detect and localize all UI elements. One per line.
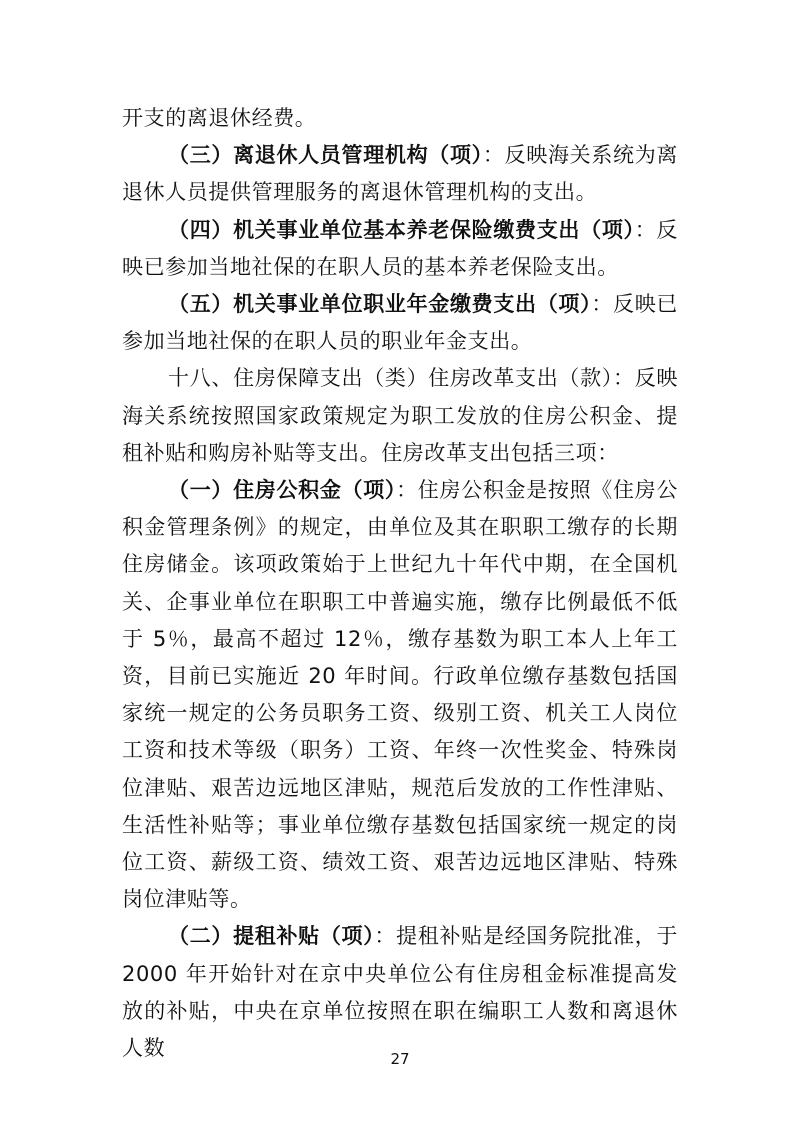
item-heading: （四）机关事业单位基本养老保险缴费支出（项）: [168, 217, 635, 242]
paragraph-basic-pension-insurance: [122, 212, 678, 286]
paragraph-housing-security-expenditure: [122, 360, 678, 472]
item-heading: （一）住房公积金（项）: [168, 478, 397, 503]
paragraph-text: 开支的离退休经费。: [122, 106, 317, 130]
page-number: 27: [390, 1050, 410, 1068]
section-heading: 十八、住房保障支出（类）住房改革支出（款）: [168, 366, 613, 391]
paragraph-text: ：反映海关系统为离退休人员提供管理服务的离退休管理机构的支出。: [122, 143, 679, 205]
body-text: [122, 100, 678, 1067]
paragraph-text: ：反映海关系统按照国家政策规定为职工发放的住房公积金、提租补贴和购房补贴等支出。住房改革支出包括三项：: [122, 366, 678, 465]
paragraph-text: ：反映已参加当地社保的在职人员的职业年金支出。: [122, 292, 679, 354]
paragraph-continuation: [122, 100, 678, 137]
paragraph-text: ：住房公积金是按照《住房公积金管理条例》的规定，由单位及其在职职工缴存的长期住房储金。该项政策始于上世纪九十年代中期，在全国机关、企事业单位在职职工中普遍实施，缴存比例最低不低于 5％，最高不超过 12％，缴存基数为职工本人上年工资，目前已实施近 20 年时间。行政单位缴存基数包括国家统一规定的公务员职务工资、级别工资、机关工人岗位工资和技术等级（职务）工资、年终一次性奖金、特殊岗位津贴、艰苦边远地区津贴，规范后发放的工作性津贴、生活性补贴等；事业单位缴存基数包括国家统一规定的岗位工资、薪级工资、绩效工资、艰苦边远地区津贴、特殊岗位津贴等。: [122, 478, 678, 912]
paragraph-text: ：反映已参加当地社保的在职人员的基本养老保险支出。: [122, 217, 678, 279]
item-heading: （三）离退休人员管理机构（项）: [168, 143, 483, 168]
paragraph-rent-subsidy: [122, 918, 678, 1067]
paragraph-retirement-management-agency: [122, 137, 678, 211]
paragraph-housing-provident-fund: [122, 472, 678, 918]
item-heading: （五）机关事业单位职业年金缴费支出（项）: [168, 292, 592, 317]
paragraph-text: ：提租补贴是经国务院批准，于 2000 年开始针对在京中央单位公有住房租金标准提高发放的补贴，中央在京单位按照在职在编职工人数和离退休人数: [122, 924, 679, 1061]
item-heading: （二）提租补贴（项）: [168, 924, 375, 949]
paragraph-occupational-annuity: [122, 286, 678, 360]
